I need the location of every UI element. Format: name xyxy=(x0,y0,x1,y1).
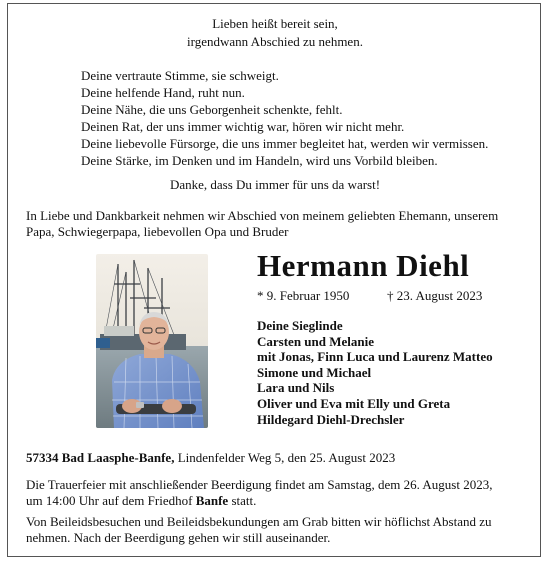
thanks-line: Danke, dass Du immer für uns da warst! xyxy=(169,177,381,192)
condolence-line: nehmen. Nach der Beerdigung gehen wir still auseinander. xyxy=(26,530,331,545)
address-rest: Lindenfelder Weg 5, den 25. August 2023 xyxy=(174,450,396,465)
verse-line: Deine Nähe, die uns Geborgenheit schenkte, fehlt. xyxy=(81,102,343,117)
service-line: Die Trauerfeier mit anschließender Beerdigung findet am Samstag, dem 26. August 2023, xyxy=(26,477,493,492)
death-date: † 23. August 2023 xyxy=(387,288,483,303)
verse-line: Deine Stärke, im Denken und im Handeln, wird uns Vorbild bleiben. xyxy=(81,153,438,168)
family-member: Simone und Michael xyxy=(257,364,372,380)
service-info xyxy=(26,477,531,509)
intro-line: Papa, Schwiegerpapa, liebevollen Opa und Bruder xyxy=(26,224,289,239)
intro-line: In Liebe und Dankbarkeit nehmen wir Abschied von meinem geliebten Ehemann, unserem xyxy=(26,208,499,223)
intro-text xyxy=(26,208,531,240)
family-member: Carsten und Melanie xyxy=(257,333,374,349)
poem-line: irgendwann Abschied zu nehmen. xyxy=(187,34,363,49)
address-place: 57334 Bad Laasphe-Banfe, xyxy=(26,450,175,465)
verse-line: Deine helfende Hand, ruht nun. xyxy=(81,85,245,100)
family-list xyxy=(257,318,493,427)
portrait-photo xyxy=(96,254,208,428)
verse xyxy=(81,67,488,169)
service-time: um 14:00 Uhr auf dem Friedhof xyxy=(26,493,196,508)
family-member: Lara und Nils xyxy=(257,380,335,396)
birth-date: * 9. Februar 1950 xyxy=(257,288,350,303)
poem-line: Lieben heißt bereit sein, xyxy=(212,16,338,31)
condolence-line: Von Beileidsbesuchen und Beileidsbekundungen am Grab bitten wir höflichst Abstand zu xyxy=(26,514,492,529)
poem xyxy=(0,15,550,51)
condolence-note xyxy=(26,514,531,546)
family-member: mit Jonas, Finn Luca und Laurenz Matteo xyxy=(257,349,493,365)
life-dates xyxy=(257,288,537,304)
service-line xyxy=(26,493,531,509)
verse-line: Deine vertraute Stimme, sie schweigt. xyxy=(81,68,279,83)
address-line xyxy=(26,450,395,466)
cemetery-place: Banfe xyxy=(195,493,229,508)
service-end: statt. xyxy=(228,493,257,508)
verse-line: Deinen Rat, der uns immer wichtig war, hören wir nicht mehr. xyxy=(81,119,405,134)
family-member: Hildegard Diehl-Drechsler xyxy=(257,411,405,427)
deceased-name: Hermann Diehl xyxy=(257,248,470,283)
verse-line: Deine liebevolle Fürsorge, die uns immer begleitet hat, werden wir vermissen. xyxy=(81,136,489,151)
family-member: Oliver und Eva mit Elly und Greta xyxy=(257,395,451,411)
family-member: Deine Sieglinde xyxy=(257,318,343,333)
